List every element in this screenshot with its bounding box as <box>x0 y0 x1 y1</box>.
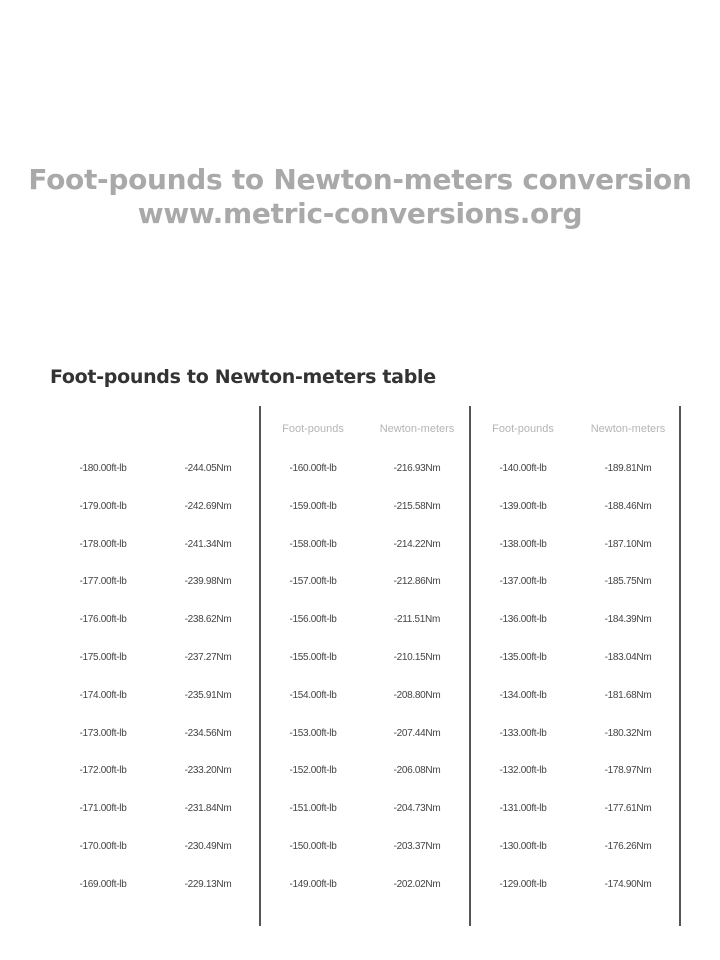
cell-foot-pounds: -176.00ft-lb <box>79 614 127 625</box>
cell-foot-pounds: -150.00ft-lb <box>289 841 337 852</box>
cell-foot-pounds: -157.00ft-lb <box>289 576 337 587</box>
cell-newton-meters: -177.61Nm <box>604 803 652 814</box>
cell-newton-meters: -183.04Nm <box>604 652 652 663</box>
cell-newton-meters: -188.46Nm <box>604 501 652 512</box>
column-header-newton-meters: Newton-meters <box>379 423 455 435</box>
cell-newton-meters: -238.62Nm <box>184 614 232 625</box>
cell-newton-meters: -180.32Nm <box>604 728 652 739</box>
page-title: Foot-pounds to Newton-meters conversion <box>28 163 692 196</box>
cell-newton-meters: -210.15Nm <box>393 652 441 663</box>
cell-newton-meters: -202.02Nm <box>393 879 441 890</box>
cell-newton-meters: -174.90Nm <box>604 879 652 890</box>
cell-foot-pounds: -159.00ft-lb <box>289 501 337 512</box>
cell-foot-pounds: -179.00ft-lb <box>79 501 127 512</box>
cell-newton-meters: -207.44Nm <box>393 728 441 739</box>
cell-foot-pounds: -135.00ft-lb <box>499 652 547 663</box>
cell-newton-meters: -235.91Nm <box>184 690 232 701</box>
cell-foot-pounds: -139.00ft-lb <box>499 501 547 512</box>
cell-foot-pounds: -172.00ft-lb <box>79 765 127 776</box>
cell-foot-pounds: -130.00ft-lb <box>499 841 547 852</box>
cell-foot-pounds: -137.00ft-lb <box>499 576 547 587</box>
cell-newton-meters: -178.97Nm <box>604 765 652 776</box>
cell-foot-pounds: -152.00ft-lb <box>289 765 337 776</box>
cell-foot-pounds: -153.00ft-lb <box>289 728 337 739</box>
cell-foot-pounds: -158.00ft-lb <box>289 539 337 550</box>
cell-foot-pounds: -133.00ft-lb <box>499 728 547 739</box>
cell-foot-pounds: -178.00ft-lb <box>79 539 127 550</box>
cell-newton-meters: -208.80Nm <box>393 690 441 701</box>
cell-newton-meters: -244.05Nm <box>184 463 232 474</box>
cell-foot-pounds: -174.00ft-lb <box>79 690 127 701</box>
cell-foot-pounds: -140.00ft-lb <box>499 463 547 474</box>
cell-newton-meters: -216.93Nm <box>393 463 441 474</box>
cell-newton-meters: -211.51Nm <box>393 614 441 625</box>
cell-foot-pounds: -151.00ft-lb <box>289 803 337 814</box>
cell-newton-meters: -212.86Nm <box>393 576 441 587</box>
table-title: Foot-pounds to Newton-meters table <box>50 366 436 388</box>
cell-newton-meters: -230.49Nm <box>184 841 232 852</box>
cell-newton-meters: -176.26Nm <box>604 841 652 852</box>
cell-foot-pounds: -180.00ft-lb <box>79 463 127 474</box>
cell-newton-meters: -189.81Nm <box>604 463 652 474</box>
cell-foot-pounds: -149.00ft-lb <box>289 879 337 890</box>
cell-newton-meters: -203.37Nm <box>393 841 441 852</box>
cell-foot-pounds: -169.00ft-lb <box>79 879 127 890</box>
cell-foot-pounds: -155.00ft-lb <box>289 652 337 663</box>
cell-foot-pounds: -160.00ft-lb <box>289 463 337 474</box>
cell-foot-pounds: -175.00ft-lb <box>79 652 127 663</box>
cell-foot-pounds: -154.00ft-lb <box>289 690 337 701</box>
site-url: www.metric-conversions.org <box>137 197 583 230</box>
cell-foot-pounds: -134.00ft-lb <box>499 690 547 701</box>
cell-newton-meters: -239.98Nm <box>184 576 232 587</box>
cell-newton-meters: -184.39Nm <box>604 614 652 625</box>
cell-foot-pounds: -131.00ft-lb <box>499 803 547 814</box>
cell-newton-meters: -214.22Nm <box>393 539 441 550</box>
cell-newton-meters: -229.13Nm <box>184 879 232 890</box>
cell-foot-pounds: -173.00ft-lb <box>79 728 127 739</box>
cell-newton-meters: -215.58Nm <box>393 501 441 512</box>
cell-foot-pounds: -132.00ft-lb <box>499 765 547 776</box>
cell-newton-meters: -242.69Nm <box>184 501 232 512</box>
column-header-foot-pounds: Foot-pounds <box>282 423 344 435</box>
cell-foot-pounds: -129.00ft-lb <box>499 879 547 890</box>
cell-newton-meters: -231.84Nm <box>184 803 232 814</box>
column-header-newton-meters: Newton-meters <box>590 423 666 435</box>
cell-foot-pounds: -177.00ft-lb <box>79 576 127 587</box>
cell-newton-meters: -241.34Nm <box>184 539 232 550</box>
page-header <box>0 163 720 231</box>
cell-newton-meters: -233.20Nm <box>184 765 232 776</box>
cell-newton-meters: -187.10Nm <box>604 539 652 550</box>
cell-foot-pounds: -138.00ft-lb <box>499 539 547 550</box>
cell-foot-pounds: -156.00ft-lb <box>289 614 337 625</box>
cell-foot-pounds: -170.00ft-lb <box>79 841 127 852</box>
cell-newton-meters: -237.27Nm <box>184 652 232 663</box>
cell-newton-meters: -185.75Nm <box>604 576 652 587</box>
cell-foot-pounds: -171.00ft-lb <box>79 803 127 814</box>
cell-newton-meters: -204.73Nm <box>393 803 441 814</box>
cell-newton-meters: -206.08Nm <box>393 765 441 776</box>
cell-newton-meters: -181.68Nm <box>604 690 652 701</box>
cell-newton-meters: -234.56Nm <box>184 728 232 739</box>
column-header-foot-pounds: Foot-pounds <box>492 423 554 435</box>
cell-foot-pounds: -136.00ft-lb <box>499 614 547 625</box>
